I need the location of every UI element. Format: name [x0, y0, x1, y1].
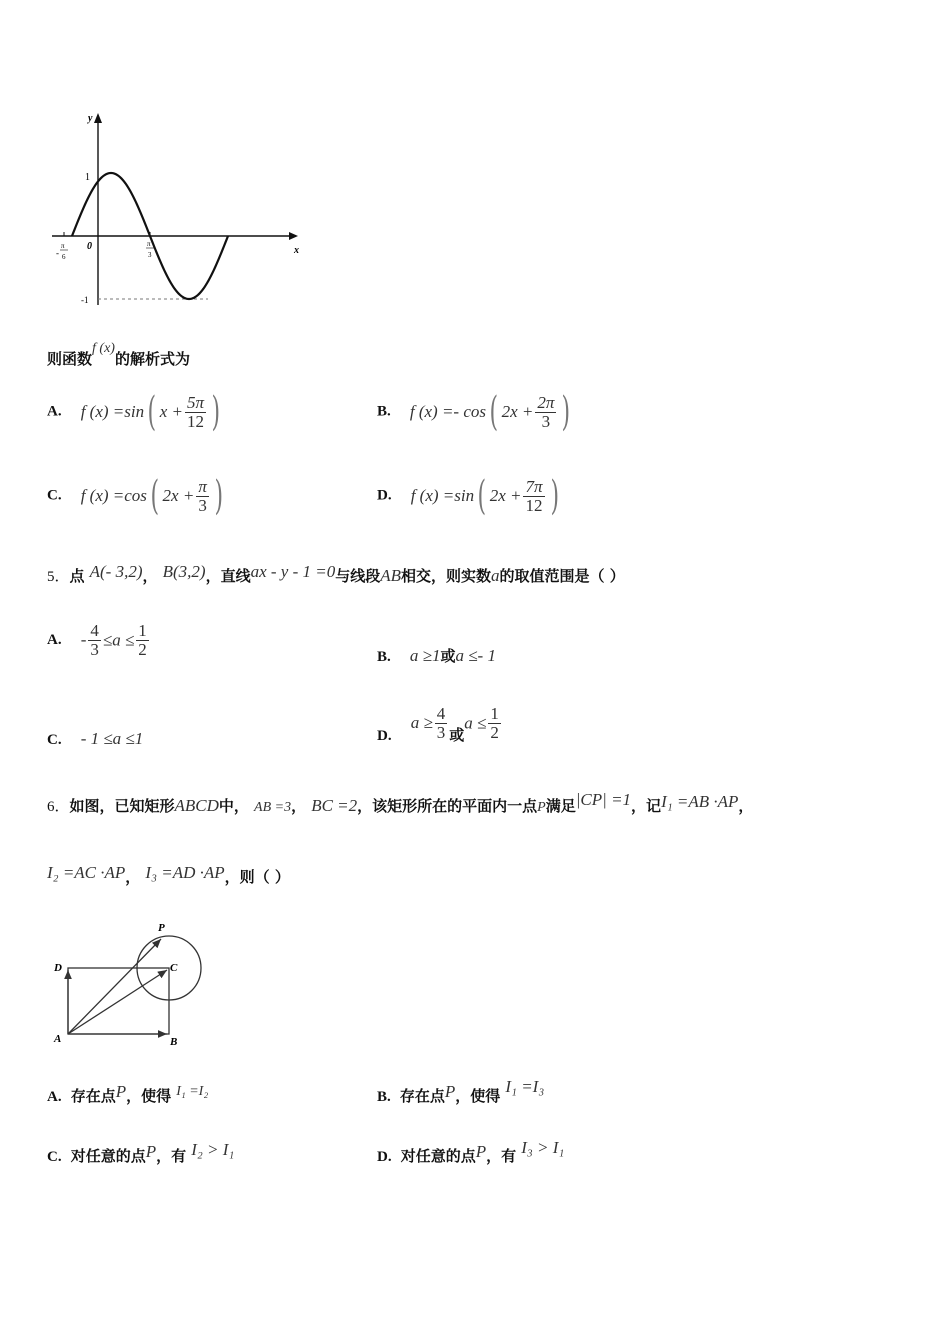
- q4-option-c[interactable]: [47, 473, 226, 519]
- option-label: C.: [47, 732, 62, 748]
- q5-comma: ，: [142, 567, 158, 585]
- option-math: I₁ =I₂: [176, 1084, 209, 1099]
- q6-p: P: [537, 800, 546, 815]
- option-text-2: ，使得: [126, 1087, 172, 1105]
- option-inner: 2x +: [162, 486, 195, 505]
- q4-stem: [47, 336, 190, 368]
- option-fraction: [196, 478, 209, 515]
- vector-ap: [68, 939, 161, 1034]
- fraction-numerator: 1: [138, 621, 147, 640]
- q6-text-1: 如图，已知矩形: [69, 797, 175, 815]
- q4-fx: f (x): [92, 341, 115, 356]
- option-math: - 1 ≤a ≤1: [80, 729, 144, 748]
- x-axis-label: x: [294, 245, 299, 256]
- q6-i1: I₁ =AB ·AP: [661, 792, 739, 811]
- fraction-numerator: 4: [90, 621, 99, 640]
- q4-stem-pre: 则函数: [47, 350, 93, 368]
- fraction-denominator: 3: [541, 411, 551, 431]
- vector-ac: [68, 970, 167, 1034]
- option-math: I₂ > I₁: [191, 1140, 235, 1159]
- option-math-2: a ≤- 1: [455, 646, 496, 665]
- right-paren: ): [550, 473, 559, 519]
- option-label: B.: [377, 403, 391, 420]
- option-text-2: ，有: [486, 1147, 517, 1165]
- option-text-2: ，使得: [455, 1087, 501, 1105]
- fraction-denominator: 2: [490, 722, 499, 742]
- point-a-label: A: [54, 1033, 62, 1045]
- left-paren: (: [477, 473, 487, 519]
- q6-text-3: ，该矩形所在的平面内一点: [357, 797, 538, 815]
- option-label: C.: [47, 1149, 62, 1165]
- point-c-label: C: [170, 962, 178, 974]
- sine-graph: [40, 105, 310, 315]
- option-p: P: [444, 1082, 456, 1101]
- option-label: B.: [377, 1089, 391, 1105]
- x-tick-neg-pi-num: π: [61, 242, 65, 250]
- origin-label: 0: [87, 241, 92, 252]
- q5-text-3: 与线段: [335, 567, 381, 585]
- q6-text-5: ，记: [631, 797, 662, 815]
- option-fraction-1: [435, 705, 448, 742]
- q6-i3: I₃ =AD ·AP: [145, 863, 225, 882]
- q5-text-2: ，直线: [205, 567, 251, 585]
- option-fraction-1: [88, 622, 101, 659]
- q6-comma-3: ，: [125, 868, 141, 886]
- q6-i2: I₂ =AC ·AP: [47, 863, 126, 882]
- q5-var: a: [491, 566, 500, 585]
- q6-text-4: 满足: [545, 797, 576, 815]
- q5-option-d[interactable]: [377, 705, 503, 742]
- q4-option-b[interactable]: [377, 389, 574, 435]
- option-text-2: ，有: [156, 1147, 187, 1165]
- q4-option-a[interactable]: [47, 389, 224, 435]
- fraction-denominator: 2: [138, 639, 147, 659]
- q6-option-b[interactable]: [377, 1077, 545, 1106]
- option-inner: x +: [159, 402, 183, 421]
- q5-point-a: A(- 3,2): [89, 562, 143, 581]
- fraction-numerator: 5π: [186, 392, 205, 412]
- q4-option-d[interactable]: [377, 473, 562, 519]
- option-p: P: [475, 1142, 487, 1161]
- q5-text-4: 相交，则实数: [401, 567, 492, 585]
- option-lhs: f (x) =cos: [80, 486, 147, 505]
- x-tick-neg-pi-den: 6: [62, 253, 66, 261]
- option-math: I₁ =I₃: [505, 1077, 545, 1096]
- option-text: 对任意的点: [70, 1147, 146, 1165]
- point-p-label: P: [158, 922, 165, 934]
- point-b-label: B: [170, 1036, 178, 1048]
- q6-text-2: 中，: [218, 797, 249, 815]
- x-tick-pi3-num: π: [147, 240, 151, 248]
- y-axis-label: y: [88, 113, 93, 124]
- option-or: 或: [449, 725, 465, 744]
- left-paren: (: [150, 473, 160, 519]
- fraction-numerator: π: [198, 476, 207, 496]
- q6-rect: ABCD: [174, 796, 219, 815]
- x-tick-neg-sign: -: [56, 248, 59, 258]
- q5-text-5: 的取值范围是（ ）: [499, 567, 625, 585]
- option-label: A.: [47, 403, 62, 420]
- y-tick-neg-one: -1: [81, 295, 89, 305]
- q5-segment: AB: [380, 566, 402, 585]
- fraction-numerator: 2π: [537, 392, 555, 412]
- left-paren: (: [489, 389, 499, 435]
- fraction-denominator: 12: [525, 495, 543, 515]
- q5-option-a[interactable]: [47, 622, 151, 659]
- fraction-numerator: 4: [436, 704, 446, 723]
- option-lhs: f (x) =- cos: [409, 402, 486, 421]
- right-paren: ): [561, 389, 571, 435]
- fraction-numerator: 7π: [525, 476, 543, 496]
- option-label: D.: [377, 487, 392, 504]
- option-minus: -: [80, 630, 87, 650]
- q6-text-6: ，则（ ）: [224, 868, 290, 886]
- q6-option-d[interactable]: [377, 1138, 565, 1166]
- q6-stem-line-1: [47, 790, 754, 816]
- left-paren: (: [147, 389, 157, 435]
- option-label: A.: [47, 1089, 62, 1105]
- option-label: D.: [377, 727, 392, 744]
- option-fraction: [535, 394, 556, 431]
- q6-comma-1: ，: [291, 797, 307, 815]
- option-math-1: a ≥1: [409, 646, 441, 665]
- q5-point-b: B(3,2): [162, 562, 206, 581]
- option-p: P: [145, 1142, 157, 1161]
- option-math-1: a ≥: [410, 713, 433, 733]
- q6-cp: |CP| =1: [575, 790, 632, 809]
- q4-stem-post: 的解析式为: [114, 350, 190, 368]
- option-math-2: a ≤: [464, 713, 487, 733]
- q5-stem: [47, 562, 625, 586]
- fraction-denominator: 3: [90, 639, 99, 659]
- fraction-numerator: 1: [490, 704, 499, 723]
- option-label: C.: [47, 487, 62, 504]
- q6-comma-2: ，: [738, 797, 754, 815]
- option-lhs: f (x) =sin: [410, 486, 475, 505]
- option-text: 存在点: [399, 1087, 445, 1105]
- option-label: A.: [47, 631, 62, 648]
- x-tick-pi3-den: 3: [148, 251, 152, 259]
- q5-text-1: 点: [69, 567, 85, 585]
- q5-line-eq: ax - y - 1 =0: [250, 562, 336, 581]
- option-fraction-2: [488, 705, 501, 742]
- q6-option-c[interactable]: [47, 1140, 235, 1166]
- fraction-denominator: 3: [198, 495, 207, 515]
- option-fraction-2: [136, 622, 149, 659]
- q6-bc: BC =2: [311, 796, 358, 815]
- q5-option-b[interactable]: [377, 645, 496, 666]
- q6-stem-line-2: [47, 863, 290, 887]
- option-text: 对任意的点: [400, 1147, 476, 1165]
- option-lhs: f (x) =sin: [80, 402, 145, 421]
- option-label: D.: [377, 1149, 392, 1165]
- option-inner: 2x +: [501, 402, 534, 421]
- option-math: I₃ > I₁: [521, 1138, 565, 1157]
- fraction-denominator: 12: [187, 411, 204, 431]
- y-tick-one: 1: [85, 172, 90, 183]
- option-fraction: [523, 478, 544, 515]
- option-fraction: [185, 394, 206, 431]
- rectangle-figure: [45, 915, 215, 1050]
- right-paren: ): [211, 389, 221, 435]
- right-paren: ): [214, 473, 223, 519]
- point-d-label: D: [54, 962, 62, 974]
- q5-option-c[interactable]: [47, 729, 143, 749]
- graph-axes: [52, 113, 298, 305]
- fraction-denominator: 3: [436, 722, 446, 742]
- option-label: B.: [377, 649, 391, 665]
- q6-option-a[interactable]: [47, 1082, 209, 1106]
- option-text: 存在点: [70, 1087, 116, 1105]
- option-p: P: [115, 1082, 127, 1101]
- q5-number: 5．: [47, 569, 70, 585]
- option-mid: ≤a ≤: [102, 630, 135, 650]
- option-or: 或: [440, 647, 456, 665]
- option-inner: 2x +: [489, 486, 522, 505]
- q6-ab: AB =3: [254, 800, 292, 815]
- q6-number: 6．: [47, 799, 70, 815]
